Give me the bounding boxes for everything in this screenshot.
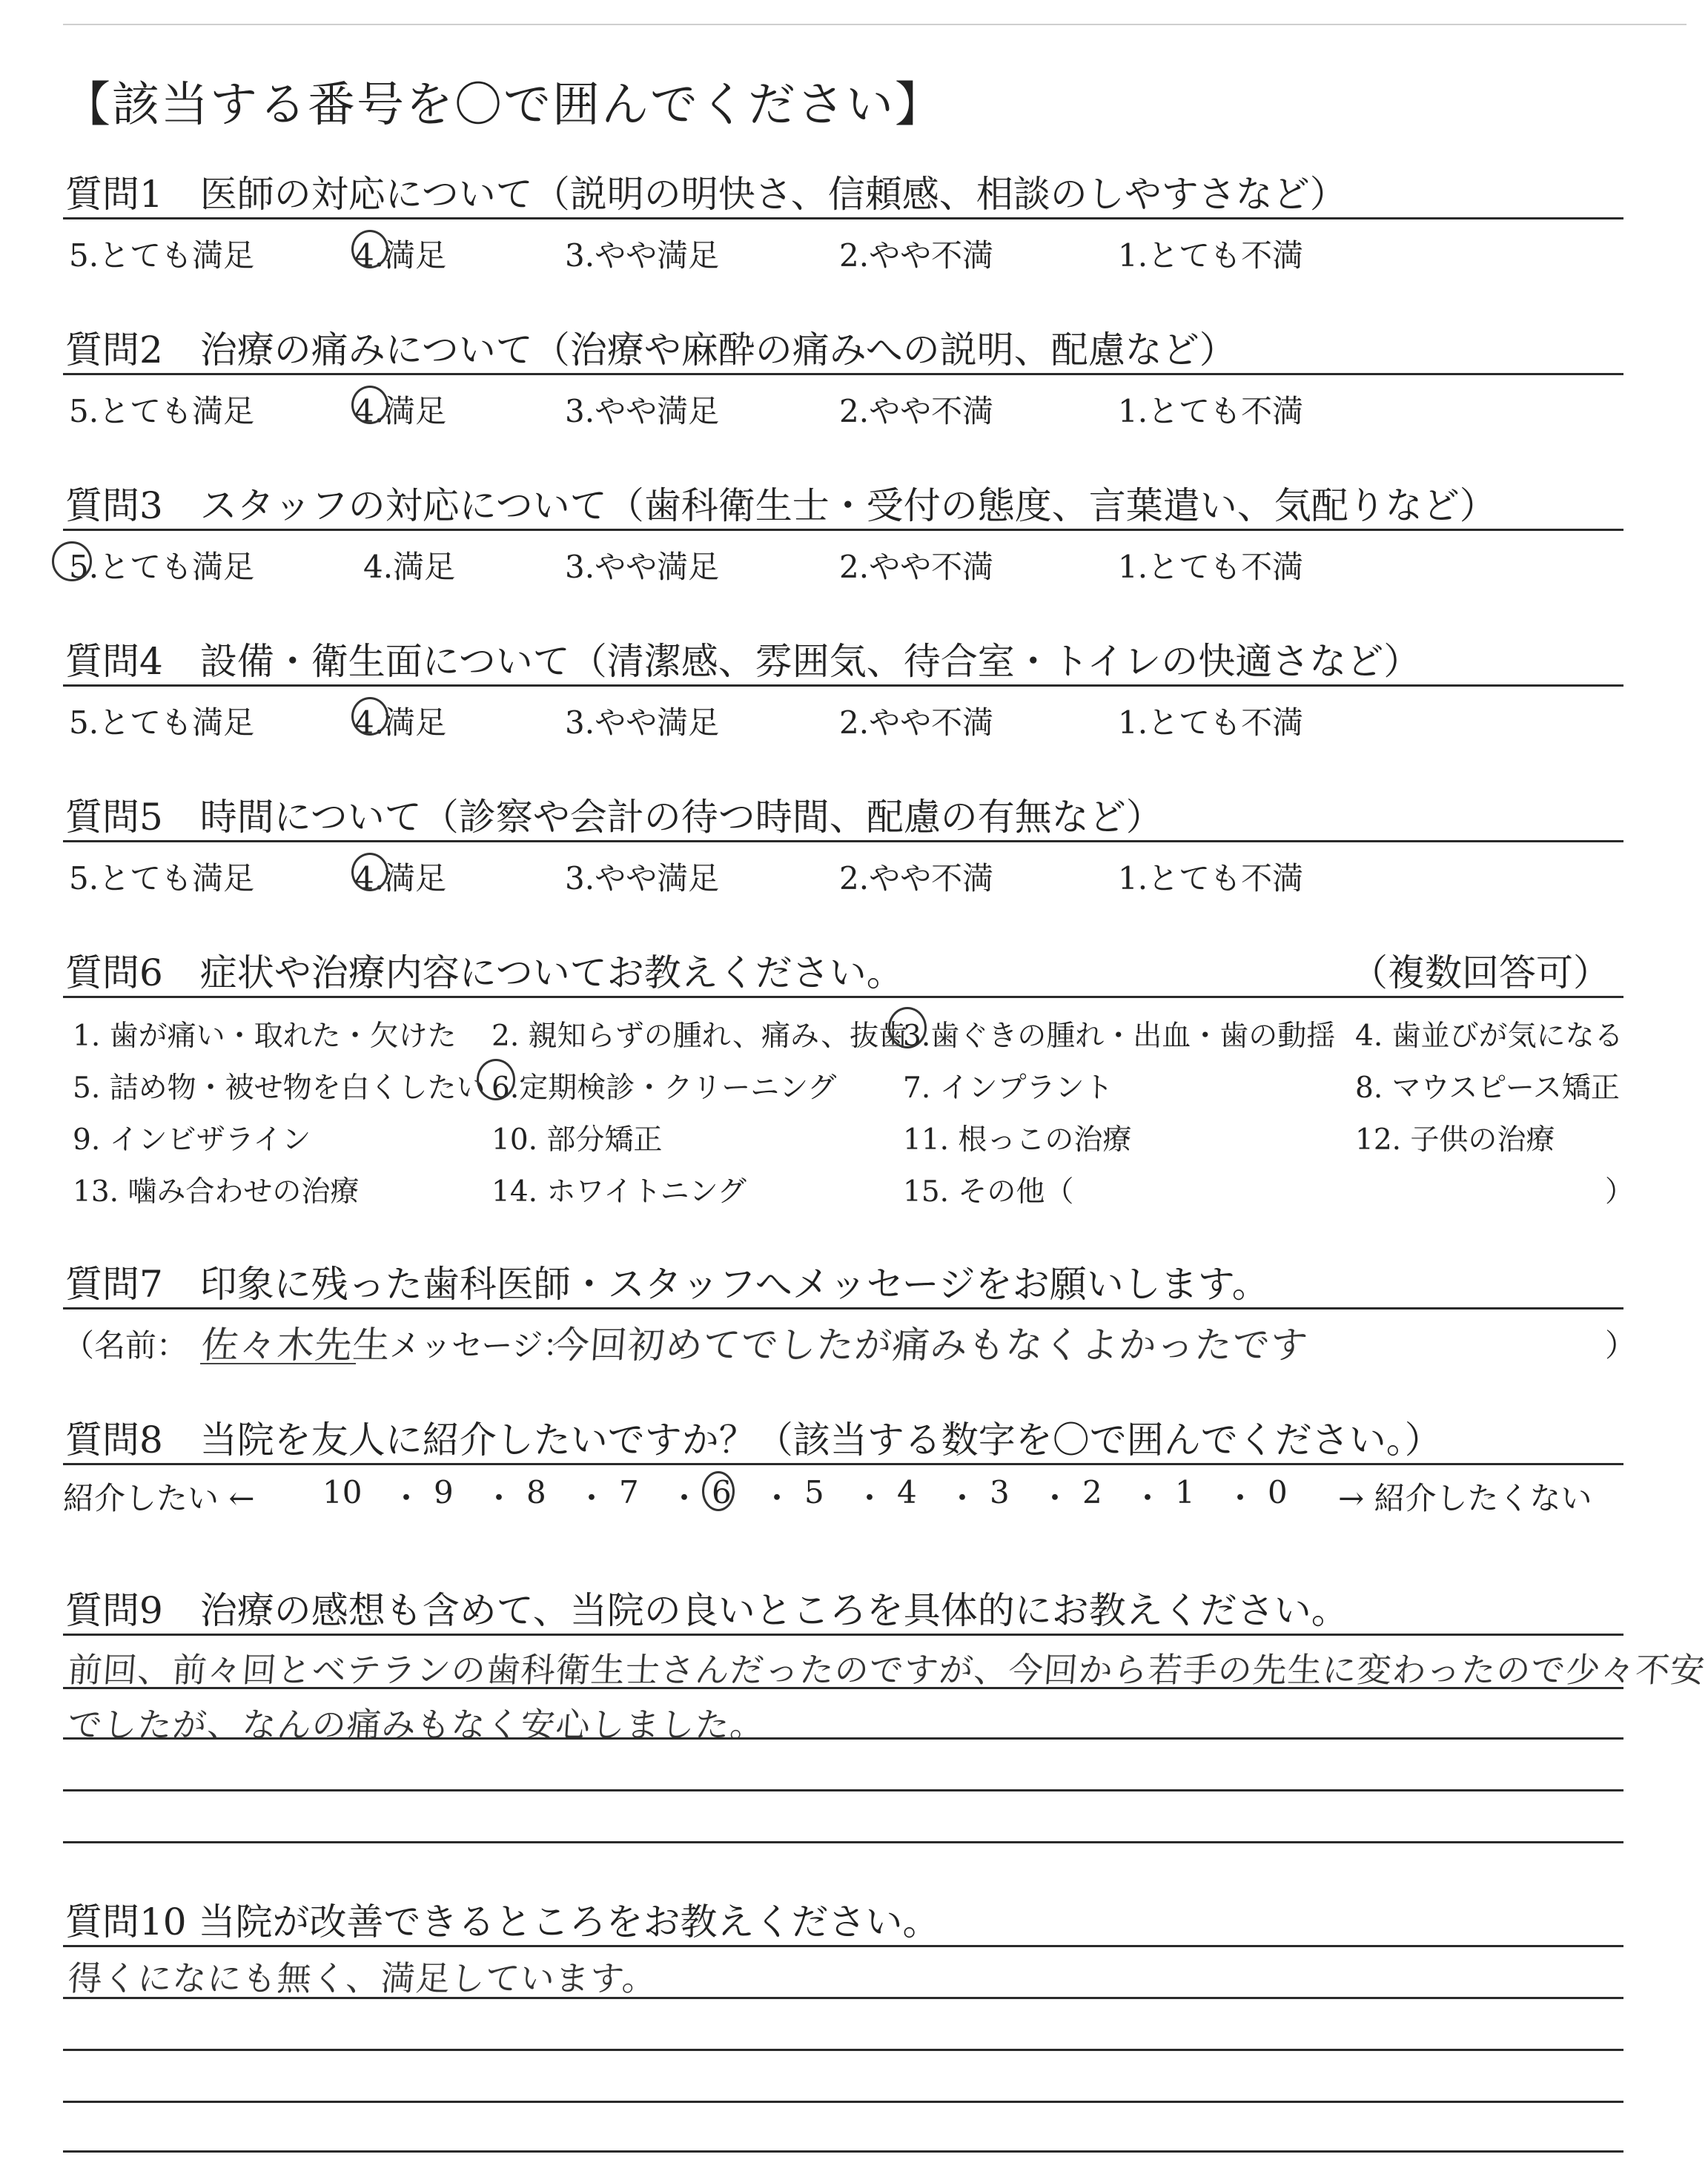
q7-close: ）	[1605, 1327, 1637, 1364]
q6-selection-circle-3	[888, 1007, 927, 1048]
q5-option-3[interactable]: 3.やや満足	[565, 860, 720, 896]
q4-selection-circle	[351, 697, 388, 736]
q8-scale-1[interactable]: 1	[1175, 1474, 1195, 1510]
q3-option-1[interactable]: 1.とても不満	[1118, 549, 1304, 585]
q8-scale-0[interactable]: 0	[1268, 1474, 1288, 1510]
q5-selection-circle	[351, 853, 388, 891]
page-title: 【該当する番号を〇で囲んでください】	[63, 78, 944, 133]
q6-note: （複数回答可）	[1351, 951, 1610, 994]
q9-rule	[63, 1634, 1623, 1636]
q9-answer-line-1[interactable]: 前回、前々回とベテランの歯科衛生士さんだったのですが、今回から若手の先生に変わったので少々不安	[66, 1650, 1707, 1690]
q4-option-4[interactable]: 4.満足	[354, 704, 447, 741]
q2-option-1[interactable]: 1.とても不満	[1118, 393, 1304, 429]
q8-scale-10[interactable]: 10	[322, 1474, 363, 1510]
q10-answer-line-1[interactable]: 得くになにも無く、満足しています。	[66, 1958, 659, 1998]
q8-scale-9[interactable]: 9	[434, 1474, 454, 1510]
q3-option-2[interactable]: 2.やや不満	[839, 549, 994, 585]
q6-selection-circle-6	[477, 1059, 515, 1100]
q10-writing-line	[63, 2049, 1623, 2051]
q8-scale-4[interactable]: 4	[897, 1474, 917, 1510]
q6-option-15-close: ）	[1605, 1175, 1635, 1209]
q5-rule	[63, 840, 1623, 842]
top-border	[63, 24, 1687, 25]
q6-option-1[interactable]: 1. 歯が痛い・取れた・欠けた	[73, 1020, 457, 1053]
q10-title: 質問10 当院が改善できるところをお教えください。	[65, 1900, 940, 1943]
q2-title: 質問2 治療の痛みについて（治療や麻酔の痛みへの説明、配慮など）	[65, 328, 1237, 371]
q8-dot: ・	[576, 1480, 608, 1516]
q7-name-label: （名前：	[63, 1327, 188, 1364]
q6-title: 質問6 症状や治療内容についてお教えください。	[65, 951, 904, 994]
q6-option-9[interactable]: 9. インビザライン	[73, 1123, 311, 1157]
q6-option-4[interactable]: 4. 歯並びが気になる	[1355, 1020, 1623, 1053]
q2-option-5[interactable]: 5.とても満足	[69, 393, 255, 429]
q9-writing-line	[63, 1789, 1623, 1791]
q6-option-2[interactable]: 2. 親知らずの腫れ、痛み、抜歯	[491, 1020, 908, 1053]
q5-option-4[interactable]: 4.満足	[354, 860, 447, 896]
q8-dot: ・	[1039, 1480, 1071, 1516]
q3-option-5[interactable]: 5.とても満足	[69, 549, 255, 585]
q7-title: 質問7 印象に残った歯科医師・スタッフへメッセージをお願いします。	[65, 1263, 1269, 1306]
q6-option-8[interactable]: 8. マウスピース矯正	[1355, 1071, 1620, 1105]
q3-selection-circle	[52, 541, 92, 581]
q6-option-6[interactable]: 6.定期検診・クリーニング	[491, 1071, 837, 1105]
q1-selection-circle	[351, 230, 388, 268]
q4-rule	[63, 684, 1623, 687]
q10-writing-line	[63, 1997, 1623, 1999]
q6-option-11[interactable]: 11. 根っこの治療	[903, 1123, 1132, 1157]
q6-option-14[interactable]: 14. ホワイトニング	[491, 1175, 747, 1209]
q4-option-5[interactable]: 5.とても満足	[69, 704, 255, 741]
q6-option-7[interactable]: 7. インプラント	[903, 1071, 1113, 1105]
q4-option-2[interactable]: 2.やや不満	[839, 704, 994, 741]
q5-option-5[interactable]: 5.とても満足	[69, 860, 255, 896]
q8-rule	[63, 1463, 1623, 1465]
q9-answer-line-2[interactable]: でしたが、なんの痛みもなく安心しました。	[66, 1705, 767, 1745]
q8-scale-5[interactable]: 5	[804, 1474, 824, 1510]
q6-option-15[interactable]: 15. その他（	[903, 1175, 1074, 1209]
q7-rule	[63, 1307, 1623, 1309]
q1-option-3[interactable]: 3.やや満足	[565, 237, 720, 274]
q8-scale-3[interactable]: 3	[990, 1474, 1010, 1510]
q10-writing-line	[63, 2101, 1623, 2103]
q9-writing-line	[63, 1687, 1623, 1689]
q2-selection-circle	[351, 386, 388, 424]
q8-title: 質問8 当院を友人に紹介したいですか？（該当する数字を〇で囲んでください。）	[65, 1418, 1442, 1462]
q1-option-5[interactable]: 5.とても満足	[69, 237, 255, 274]
q5-option-1[interactable]: 1.とても不満	[1118, 860, 1304, 896]
q2-rule	[63, 373, 1623, 375]
q9-writing-line	[63, 1841, 1623, 1843]
q8-scale-2[interactable]: 2	[1082, 1474, 1102, 1510]
q1-option-4[interactable]: 4.満足	[354, 237, 447, 274]
q7-message-value[interactable]: 今回初めてでしたが痛みもなくよかったです	[550, 1324, 1310, 1367]
q8-dot: ・	[854, 1480, 886, 1516]
q8-scale-8[interactable]: 8	[526, 1474, 546, 1510]
q1-title: 質問1 医師の対応について（説明の明快さ、信頼感、相談のしやすさなど）	[65, 173, 1347, 216]
q2-option-3[interactable]: 3.やや満足	[565, 393, 720, 429]
q6-rule	[63, 996, 1623, 998]
q6-option-13[interactable]: 13. 噛み合わせの治療	[73, 1175, 360, 1209]
q10-rule	[63, 1945, 1623, 1947]
q5-option-2[interactable]: 2.やや不満	[839, 860, 994, 896]
q3-option-4[interactable]: 4.満足	[363, 549, 456, 585]
q7-message-label: メッセージ：	[389, 1327, 575, 1364]
q8-dot: ・	[391, 1480, 423, 1516]
q8-dot: ・	[1225, 1480, 1257, 1516]
q1-option-1[interactable]: 1.とても不満	[1118, 237, 1304, 274]
q3-option-3[interactable]: 3.やや満足	[565, 549, 720, 585]
q2-option-4[interactable]: 4.満足	[354, 393, 447, 429]
q3-title: 質問3 スタッフの対応について（歯科衛生士・受付の態度、言葉遣い、気配りなど）	[65, 484, 1497, 527]
q6-option-5[interactable]: 5. 詰め物・被せ物を白くしたい	[73, 1071, 486, 1105]
q5-title: 質問5 時間について（診察や会計の待つ時間、配慮の有無など）	[65, 796, 1163, 839]
q8-dot: ・	[947, 1480, 979, 1516]
q6-option-10[interactable]: 10. 部分矯正	[491, 1123, 663, 1157]
q7-name-underline	[200, 1363, 356, 1364]
q8-dot: ・	[669, 1480, 701, 1516]
q7-name-value[interactable]: 佐々木先生	[199, 1324, 392, 1367]
q8-selection-circle	[702, 1471, 735, 1511]
q1-option-2[interactable]: 2.やや不満	[839, 237, 994, 274]
q8-dot: ・	[1132, 1480, 1164, 1516]
q8-scale-7[interactable]: 7	[619, 1474, 639, 1510]
q8-dot: ・	[761, 1480, 793, 1516]
q4-title: 質問4 設備・衛生面について（清潔感、雰囲気、待合室・トイレの快適さなど）	[65, 640, 1421, 683]
q8-left-label: 紹介したい ←	[63, 1480, 255, 1516]
q2-option-2[interactable]: 2.やや不満	[839, 393, 994, 429]
q8-scale-6[interactable]: 6	[712, 1474, 732, 1510]
q10-writing-line	[63, 2150, 1623, 2153]
q1-rule	[63, 217, 1623, 219]
q9-title: 質問9 治療の感想も含めて、当院の良いところを具体的にお教えください。	[65, 1589, 1348, 1632]
q6-option-3[interactable]: 3.歯ぐきの腫れ・出血・歯の動揺	[903, 1020, 1336, 1053]
q6-option-12[interactable]: 12. 子供の治療	[1355, 1123, 1555, 1157]
q8-dot: ・	[483, 1480, 515, 1516]
q4-option-3[interactable]: 3.やや満足	[565, 704, 720, 741]
q8-right-label: → 紹介したくない	[1338, 1480, 1592, 1516]
q9-writing-line	[63, 1737, 1623, 1740]
q4-option-1[interactable]: 1.とても不満	[1118, 704, 1304, 741]
q3-rule	[63, 529, 1623, 531]
